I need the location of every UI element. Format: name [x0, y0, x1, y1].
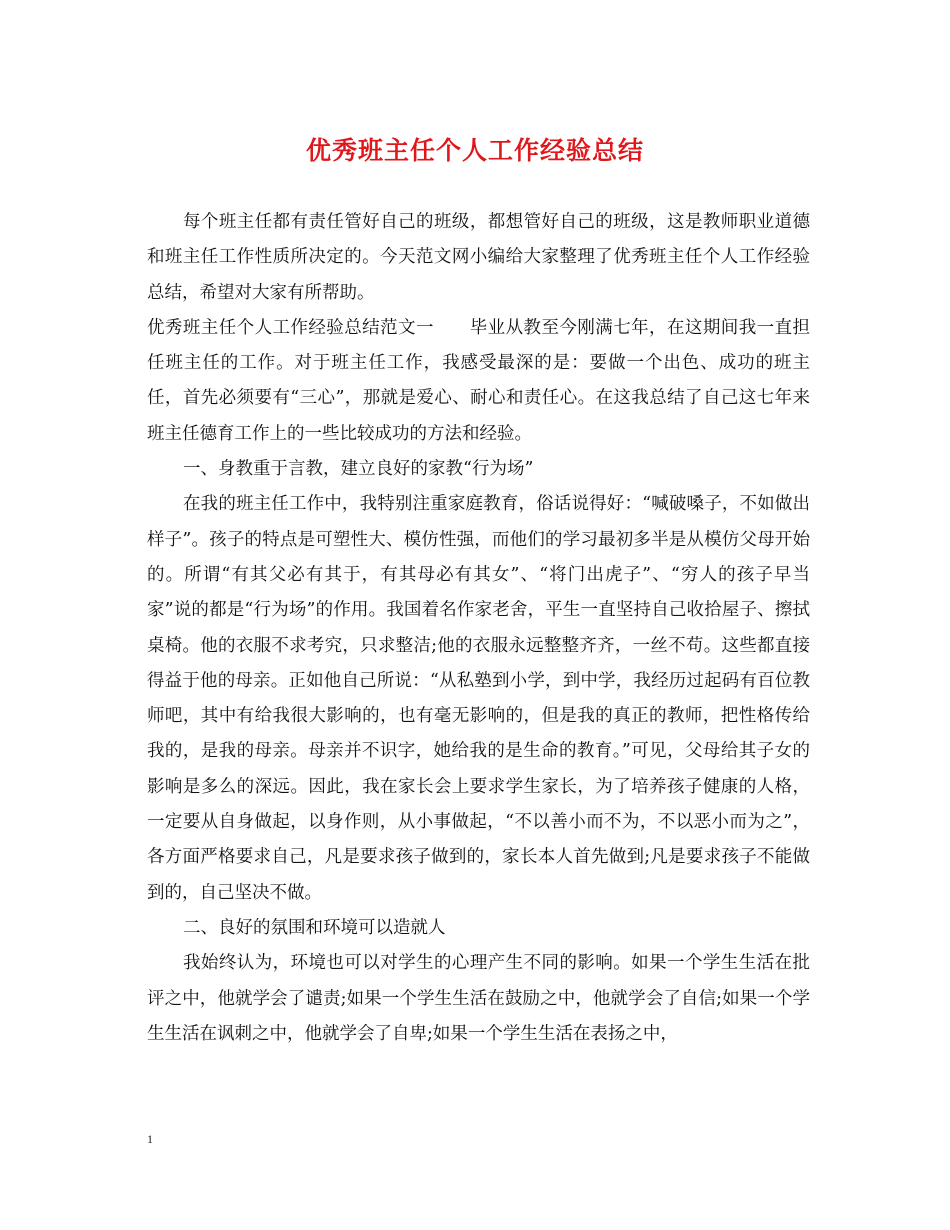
section-heading-2: 二、良好的氛围和环境可以造就人	[183, 917, 446, 938]
intro-paragraph: 每个班主任都有责任管好自己的班级，都想管好自己的班级，这是教师职业道德和班主任工作性质所决定的。今天范文网小编给大家整理了优秀班主任个人工作经验总结，希望对大家有所帮助。	[147, 212, 810, 303]
page-number: 1	[147, 1132, 153, 1146]
body-paragraph: 在我的班主任工作中，我特别注重家庭教育，俗话说得好：“喊破嗓子，不如做出样子”。孩子的特点是可塑性大、模仿性强，而他们的学习最初多半是从模仿父母开始的。所谓“有其父必有其于，有其母必有其女”、“将门出虎子”、“穷人的孩子早当家”说的都是“行为场”的作用。我国着名作家老舍，平生一直坚持自己收拾屋子、擦拭桌椅。他的衣服不求考究，只求整洁;他的衣服永远整整齐齐，一丝不苟。这些都直接得益于他的母亲。正如他自己所说：“从私塾到小学，到中学，我经历过起码有百位教师吧，其中有给我很大影响的，也有毫无影响的，但是我的真正的教师，把性格传给我的，是我的母亲。母亲并不识字，她给我的是生命的教育。”可见，父母给其子女的影响是多么的深远。因此，我在家长会上要求学生家长，为了培养孩子健康的人格，一定要从自身做起，以身作则，从小事做起，“不以善小而不为，不以恶小而为之”，各方面严格要求自己，凡是要求孩子做到的，家长本人首先做到;凡是要求孩子不能做到的，自己坚决不做。	[147, 494, 810, 903]
document-body	[147, 205, 810, 1052]
section-heading-1: 一、身教重于言教，建立良好的家教“行为场”	[183, 459, 534, 480]
document-title: 优秀班主任个人工作经验总结	[305, 136, 644, 165]
sample-essay-paragraph: 优秀班主任个人工作经验总结范文一 毕业从教至今刚满七年，在这期间我一直担任班主任的工作。对于班主任工作，我感受最深的是：要做一个出色、成功的班主任，首先必须要有“三心”，那就是爱心、耐心和责任心。在这我总结了自己这七年来班主任德育工作上的一些比较成功的方法和经验。	[147, 317, 810, 444]
body-paragraph: 我始终认为，环境也可以对学生的心理产生不同的影响。如果一个学生生活在批评之中，他就学会了谴责;如果一个学生生活在鼓励之中，他就学会了自信;如果一个学生生活在讽刺之中，他就学会了自卑;如果一个学生生活在表扬之中，	[147, 953, 810, 1044]
